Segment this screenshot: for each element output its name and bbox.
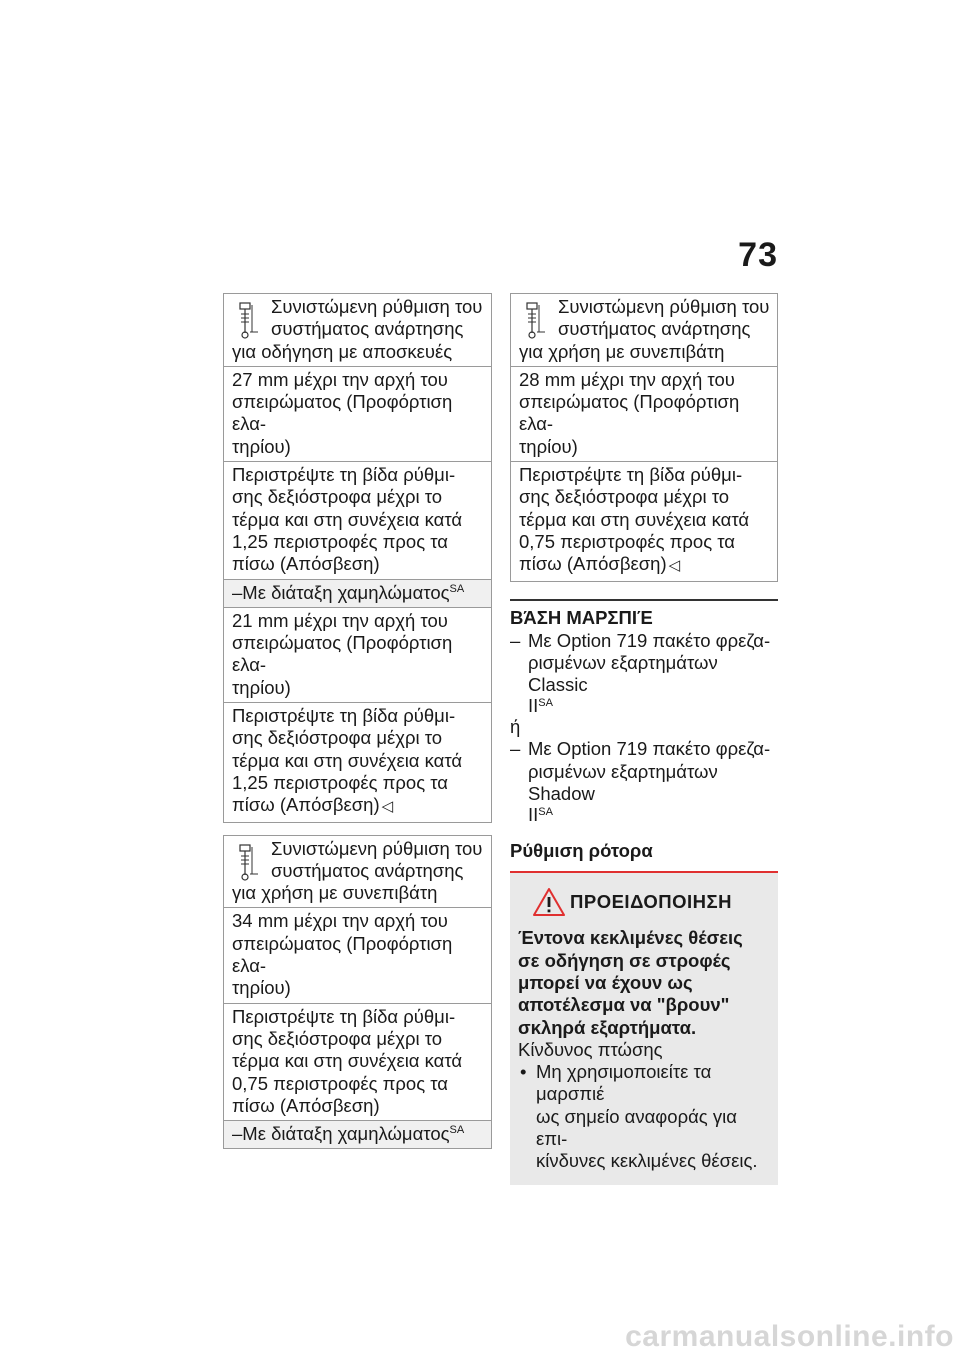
- page-number: 73: [738, 236, 778, 274]
- text-line: κίνδυνες κεκλιμένες θέσεις.: [536, 1150, 758, 1172]
- damping-cell: [224, 461, 491, 578]
- text-line: Περιστρέψτε τη βίδα ρύθμι-: [232, 464, 456, 486]
- sa-badge: SA: [538, 697, 553, 710]
- text-line: πίσω (Απόσβεση): [232, 1094, 380, 1116]
- text-line: 1,25 περιστροφές προς τα: [232, 530, 449, 552]
- preload-cell: [511, 366, 777, 461]
- shock-absorber-icon: [238, 844, 260, 882]
- text-line: II: [528, 804, 539, 826]
- sa-badge: SA: [538, 806, 553, 819]
- text-line: πίσω (Απόσβεση): [232, 553, 380, 575]
- warning-header: [518, 887, 770, 919]
- text-line: σης δεξιόστροφα μέχρι το: [232, 486, 443, 508]
- text-line: 0,75 περιστροφές προς τα: [519, 530, 736, 552]
- option-suffix: [510, 696, 778, 716]
- header-line: Συνιστώμενη ρύθμιση του: [271, 837, 483, 859]
- shock-absorber-icon: [525, 302, 547, 340]
- text-line: τηρίου): [519, 435, 578, 457]
- passenger-settings-table: [223, 835, 492, 1150]
- text-line: σπειρώματος (Προφόρτιση ελα-: [519, 391, 740, 435]
- text-line: ρισμένων εξαρτημάτων Shadow: [528, 760, 718, 805]
- header-line: συστήματος ανάρτησης: [271, 859, 464, 881]
- text-line: πίσω (Απόσβεση): [519, 553, 667, 575]
- text-line: σπειρώματος (Προφόρτιση ελα-: [232, 932, 453, 977]
- text-line: Έντονα κεκλιμένες θέσεις: [518, 927, 743, 949]
- shock-absorber-icon: [238, 302, 260, 340]
- damping-cell: [224, 702, 491, 821]
- text-line: 21 mm μέχρι την αρχή του: [232, 609, 448, 631]
- text-line: 0,75 περιστροφές προς τα: [232, 1072, 449, 1094]
- text-line: σης δεξιόστροφα μέχρι το: [519, 486, 730, 508]
- text-line: Περιστρέψτε τη βίδα ρύθμι-: [232, 705, 456, 727]
- header-line: Συνιστώμενη ρύθμιση του: [271, 296, 483, 317]
- text-line: Περιστρέψτε τη βίδα ρύθμι-: [232, 1005, 456, 1027]
- warning-text: Κίνδυνος πτώσης: [518, 1038, 663, 1060]
- table-header: [511, 294, 777, 366]
- preload-cell: [224, 907, 491, 1002]
- text-line: τηρίου): [232, 676, 291, 698]
- text-line: 34 mm μέχρι την αρχή του: [232, 910, 448, 932]
- luggage-settings-table: [223, 293, 492, 823]
- table-header: [224, 836, 491, 908]
- text-line: σπειρώματος (Προφόρτιση ελα-: [232, 391, 453, 435]
- text-line: – Με Option 719 πακέτο φρεζα-: [528, 738, 771, 760]
- text-line: τηρίου): [232, 435, 291, 457]
- header-line: Συνιστώμενη ρύθμιση του: [558, 296, 770, 317]
- watermark: carmanualsonline.info: [625, 1320, 954, 1353]
- text-line: –Με διάταξη χαμηλώματος: [232, 1123, 450, 1145]
- header-line: συστήματος ανάρτησης: [558, 318, 751, 340]
- text-line: ρισμένων εξαρτημάτων Classic: [528, 651, 718, 696]
- text-line: τέρμα και στη συνέχεια κατά: [232, 508, 463, 530]
- option-item-classic: [510, 630, 778, 697]
- warning-bullet: [518, 1061, 770, 1172]
- text-line: πίσω (Απόσβεση): [232, 794, 380, 816]
- text-line: τέρμα και στη συνέχεια κατά: [232, 749, 463, 771]
- lowering-kit-row: [224, 1120, 491, 1148]
- text-line: –Με διάταξη χαμηλώματος: [232, 581, 450, 603]
- sub-title: Ρύθμιση ρότορα: [510, 839, 778, 873]
- right-column: [510, 293, 778, 1185]
- text-line: σης δεξιόστροφα μέχρι το: [232, 727, 443, 749]
- text-line: σκληρά εξαρτήματα.: [518, 1016, 697, 1038]
- option-suffix: [510, 805, 778, 825]
- text-line: μπορεί να έχουν ως: [518, 971, 693, 993]
- left-column: [223, 293, 492, 1149]
- text-line: 1,25 περιστροφές προς τα: [232, 771, 449, 793]
- sa-badge: SA: [449, 1124, 465, 1137]
- section-title: ΒΆΣΗ ΜΑΡΣΠΙΈ: [510, 599, 778, 630]
- damping-cell: [511, 461, 777, 580]
- lowering-kit-row: [224, 579, 491, 607]
- text-line: σε οδήγηση σε στροφές: [518, 949, 731, 971]
- text-line: τέρμα και στη συνέχεια κατά: [519, 508, 750, 530]
- header-line: για χρήση με συνεπιβάτη: [519, 340, 725, 362]
- passenger-settings-table: [510, 293, 778, 582]
- warning-box: [510, 873, 778, 1184]
- option-item-shadow: [510, 738, 778, 805]
- text-line: II: [528, 695, 539, 717]
- table-header: [224, 294, 491, 366]
- end-mark-icon: ◁: [668, 557, 681, 575]
- preload-cell: [224, 366, 491, 461]
- warning-bold-text: [518, 927, 770, 1038]
- text-line: – Με Option 719 πακέτο φρεζα-: [528, 629, 771, 651]
- header-line: συστήματος ανάρτησης: [271, 318, 464, 340]
- text-line: 28 mm μέχρι την αρχή του: [519, 368, 735, 390]
- text-line: αποτέλεσμα να "βρουν": [518, 994, 730, 1016]
- header-line: για οδήγηση με αποσκευές: [232, 340, 453, 362]
- text-line: σπειρώματος (Προφόρτιση ελα-: [232, 632, 453, 676]
- warning-title: ΠΡΟΕΙΔΟΠΟΙΗΣΗ: [570, 891, 732, 913]
- text-line: • Μη χρησιμοποιείτε τα μαρσπιέ: [536, 1061, 712, 1105]
- preload-cell: [224, 607, 491, 702]
- or-separator: ή: [510, 716, 521, 738]
- text-line: τηρίου): [232, 977, 291, 999]
- text-line: 27 mm μέχρι την αρχή του: [232, 368, 448, 390]
- end-mark-icon: ◁: [381, 798, 394, 816]
- text-line: ως σημείο αναφοράς για επι-: [536, 1105, 737, 1150]
- sa-badge: SA: [449, 582, 465, 595]
- text-line: σης δεξιόστροφα μέχρι το: [232, 1027, 443, 1049]
- warning-triangle-icon: [532, 887, 566, 917]
- text-line: Περιστρέψτε τη βίδα ρύθμι-: [519, 464, 743, 486]
- text-line: τέρμα και στη συνέχεια κατά: [232, 1050, 463, 1072]
- damping-cell: [224, 1003, 491, 1120]
- header-line: για χρήση με συνεπιβάτη: [232, 882, 438, 904]
